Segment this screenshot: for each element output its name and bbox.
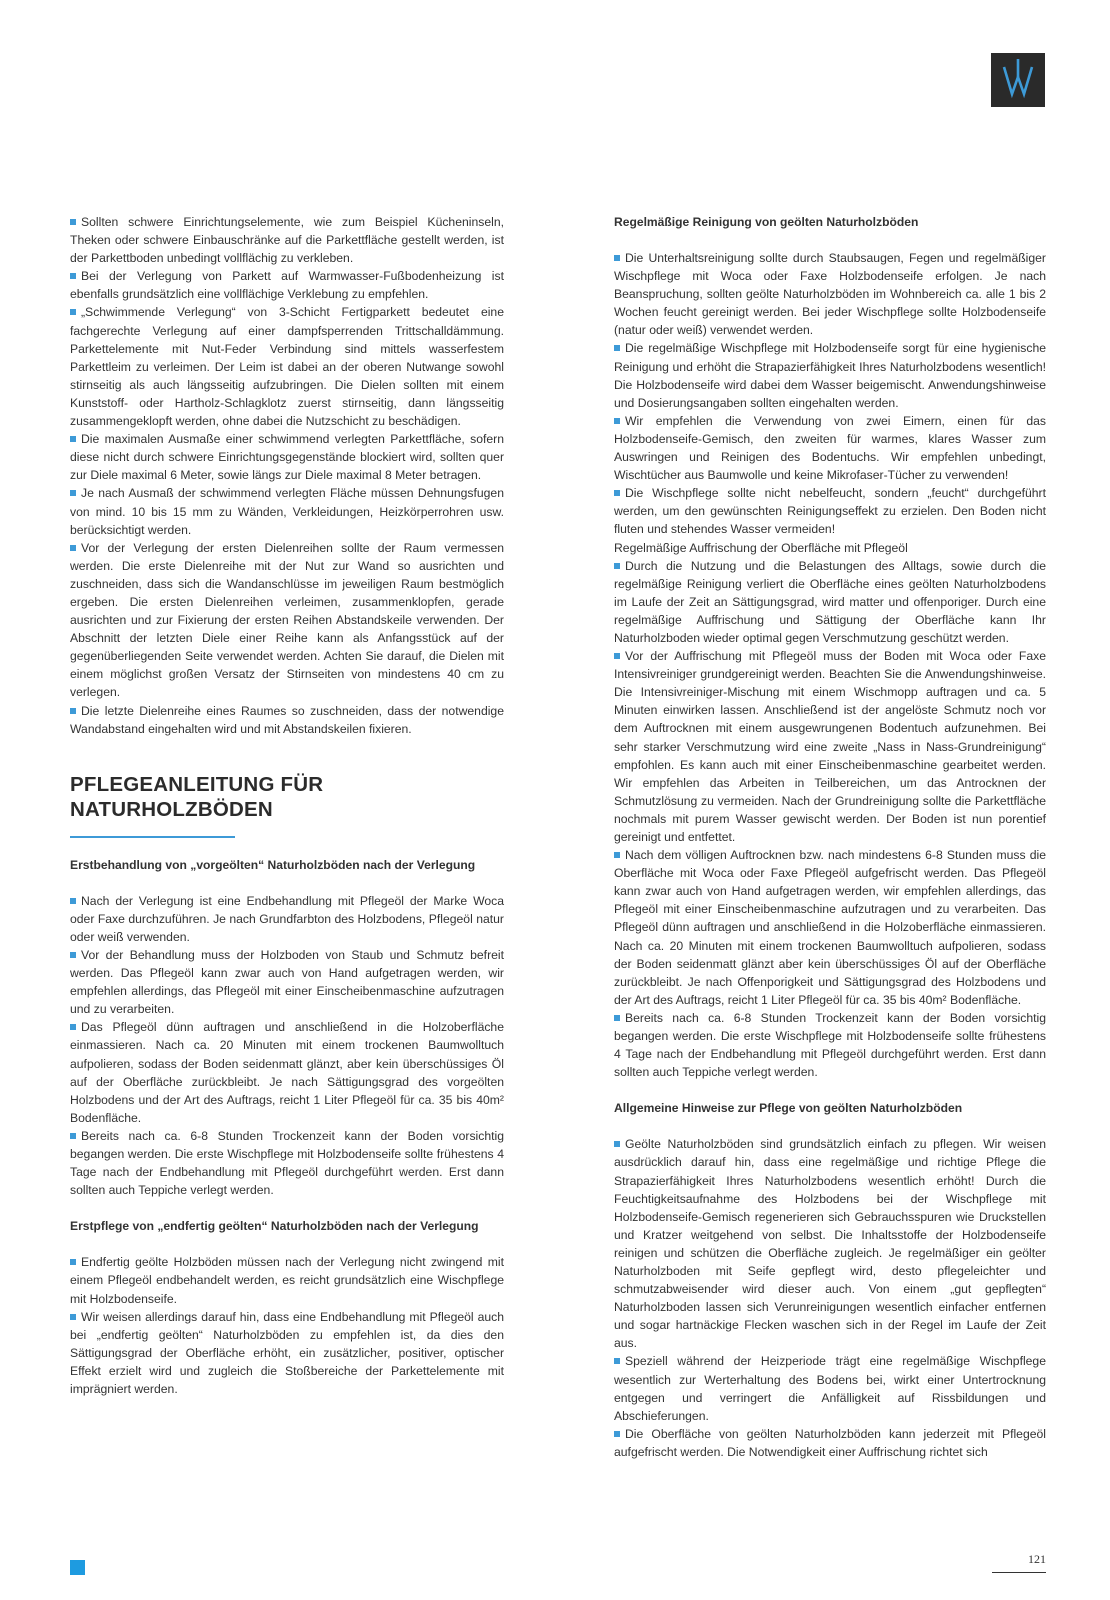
list-item: Die maximalen Ausmaße einer schwimmend verlegten Parkettfläche, sofern diese nicht durch schwere Einrichtungsgegenstände blockiert wird, sollten quer zur Diele maximal 6 Meter, sowie längs zur Diele maximal 8 Meter betragen. bbox=[70, 432, 504, 483]
bullet-icon bbox=[614, 852, 620, 858]
bullet-icon bbox=[614, 1141, 620, 1147]
list-item: Vor der Verlegung der ersten Dielenreihen sollte der Raum vermessen werden. Die erste Dielenreihe mit der Nut zur Wand so ausrichten und zuschneiden, dass sich die Wandanschlüsse im jeweiligen Raum bestmöglich ergeben. Die ersten Dielenreihen verleimen, zusammenklopfen, gerade ausrichten und zur Fixierung der ersten Reihen Abstandskeile verwenden. Der Abschnitt der letzten Diele einer Reihe kann als Anfangsstück auf der gegenüberliegenden Seite verwendet werden. Achten Sie darauf, die Dielen mit einem möglichst großen Versatz der Stirnseiten von mindestens 40 cm zu verlegen. bbox=[70, 540, 504, 700]
list-item: Vor der Behandlung muss der Holzboden von Staub und Schmutz befreit werden. Das Pflegeöl kann zwar auch von Hand aufgetragen werden, wir empfehlen allerdings, das Pflegeöl mit einer Einscheibenmaschine aufzutragen und zu verarbeiten. bbox=[70, 948, 504, 1017]
list-item: Wir weisen allerdings darauf hin, dass eine Endbehandlung mit Pflegeöl auch bei „endfertig geölten“ Naturholzböden zu empfehlen ist, da dies den Sättigungsgrad der Oberfläche erhöht, ein zusätzlicher, positiver, optischer Effekt erzielt wird und zugleich die Stoßbereiche der Parkettelemente mit imprägniert werden. bbox=[70, 1309, 504, 1396]
bullet-icon bbox=[614, 563, 620, 569]
list-item: Die Unterhaltsreinigung sollte durch Staubsaugen, Fegen und regelmäßiger Wischpflege mit Woca oder Faxe Holzbodenseife erfolgen. Je nach Beanspruchung, sollten geölte Naturholzböden im Wohnbereich ca. alle 1 bis 2 Wochen feucht gereinigt werden. Bei jeder Wischpflege sollte Holzbodenseife (natur oder weiß) verwendet werden. bbox=[614, 251, 1046, 338]
list-item: Durch die Nutzung und die Belastungen des Alltags, sowie durch die regelmäßige Reinigung verliert die Oberfläche eines geölten Naturholzbodens im Laufe der Zeit an Sättigungsgrad, wird matter und offenporiger. Durch eine regelmäßige Auffrischung und Sättigung der Oberfläche kann Ihr Naturholzboden wieder optimal gegen Verschmutzung geschützt werden. bbox=[614, 558, 1046, 645]
list-item: Vor der Auffrischung mit Pflegeöl muss der Boden mit Woca oder Faxe Intensivreiniger grundgereinigt werden. Beachten Sie die Anwendungshinweise. Die Intensivreiniger-Mischung mit einem Wischmopp auftragen und ca. 5 Minuten einwirken lassen. Anschließend ist der angelöste Schmutz noch vor dem Auftrocknen mit einem ausgewrungenen Bodentuch aufzunehmen. Bei sehr starker Verschmutzung wird eine zweite „Nass in Nass-Grundreinigung“ empfohlen. Es kann auch mit einer Einscheibenmaschine gearbeitet werden. Wir empfehlen das Arbeiten in Teilbereichen, um das Antrocknen der Schmutzlösung zu vermeiden. Nach der Grundreinigung sollte die Parkettfläche nochmals mit purem Wasser gewischt werden. Der Boden ist nun porentief gereinigt und entfettet. bbox=[614, 649, 1046, 844]
page-number: 121 bbox=[1028, 1552, 1046, 1566]
title-underline bbox=[70, 836, 235, 838]
inline-heading: Regelmäßige Auffrischung der Oberfläche mit Pflegeöl bbox=[614, 540, 908, 555]
subheading: Erstpflege von „endfertig geölten“ Naturholzböden nach der Verlegung bbox=[70, 1219, 479, 1234]
list-item: Geölte Naturholzböden sind grundsätzlich einfach zu pflegen. Wir weisen ausdrücklich darauf hin, dass eine regelmäßige und richtige Pflege die Strapazierfähigkeit Ihres Naturholzbodens wesentlich erhöht! Durch die Feuchtigkeitsaufnahme des Holzbodens bei der Wischpflege mit Holzbodenseife-Gemisch regenerieren sich Gebrauchsspuren wie Druckstellen und Kratzer weitgehend von selbst. Die Inhaltsstoffe der Holzbodenseife reinigen und schützen die Oberfläche zugleich. Je regelmäßiger ein geölter Naturholzboden mit Seife gepflegt wird, desto pflegeleichter und schmutzabweisender wird dieser auch. Von einem „gut gepflegten“ Naturholzboden lassen sich Verunreinigungen wesentlich einfacher entfernen und sogar hartnäckige Flecken waschen sich in der Regel im Laufe der Zeit aus. bbox=[614, 1137, 1046, 1351]
bullet-icon bbox=[614, 255, 620, 261]
bullet-icon bbox=[70, 436, 76, 442]
bullet-icon bbox=[70, 952, 76, 958]
list-item: Das Pflegeöl dünn auftragen und anschließend in die Holzoberfläche einmassieren. Nach ca. 20 Minuten mit einem trockenen Baumwolltuch aufpolieren, sodass der Boden seidenmatt glänzt, aber kein überschüssiges Öl auf der Oberfläche zurückbleibt. Je nach Sättigungsgrad des vorgeölten Holzbodens und der Art des Auftrags, reicht 1 Liter Pflegeöl für ca. 35 bis 40m² Bodenfläche. bbox=[70, 1020, 504, 1125]
bullet-icon bbox=[70, 1024, 76, 1030]
bullet-icon bbox=[70, 1259, 76, 1265]
bullet-icon bbox=[614, 1015, 620, 1021]
list-item: Sollten schwere Einrichtungselemente, wie zum Beispiel Kücheninseln, Theken oder schwere Einbauschränke auf die Parkettfläche gestellt werden, ist der Parkettboden unbedingt vollflächig zu verkleben. bbox=[70, 215, 504, 266]
list-item: „Schwimmende Verlegung“ von 3-Schicht Fertigparkett bedeutet eine fachgerechte Verlegung auf einer dampfsperrenden Trittschalldämmung. Parkettelemente mit Nut-Feder Verbindung sind mittels wasserfestem Parkettleim zu verleimen. Der Leim ist dabei an der oberen Nutwange sowohl stirnseitig als auch längsseitig aufzubringen. Die Dielen sollten mit einem Kunststoff- oder Hartholz-Schlagklotz zuerst stirnseitig, dann längsseitig zusammengeklopft werden, ohne dabei die Nutzschicht zu beschädigen. bbox=[70, 305, 504, 429]
bullet-icon bbox=[70, 1314, 76, 1320]
corner-marker bbox=[70, 1560, 85, 1575]
left-column bbox=[70, 213, 504, 1398]
bullet-icon bbox=[614, 653, 620, 659]
brand-logo bbox=[991, 53, 1045, 107]
list-item: Speziell während der Heizperiode trägt eine regelmäßige Wischpflege wesentlich zur Werterhaltung des Bodens bei, wirkt einer Untertrocknung entgegen und verringert die Anfälligkeit auf Rissbildungen und Abschieferungen. bbox=[614, 1354, 1046, 1423]
list-item: Die letzte Dielenreihe eines Raumes so zuschneiden, dass der notwendige Wandabstand eingehalten wird und mit Abstandskeilen fixieren. bbox=[70, 703, 504, 736]
bullet-icon bbox=[614, 490, 620, 496]
bullet-icon bbox=[70, 898, 76, 904]
subheading: Regelmäßige Reinigung von geölten Naturholzböden bbox=[614, 215, 919, 229]
bullet-icon bbox=[614, 418, 620, 424]
list-item: Je nach Ausmaß der schwimmend verlegten Fläche müssen Dehnungsfugen von mind. 10 bis 15 mm zu Wänden, Verkleidungen, Heizkörperrohren usw. berücksichtigt werden. bbox=[70, 486, 504, 537]
list-item: Nach dem völligen Auftrocknen bzw. nach mindestens 6-8 Stunden muss die Oberfläche mit Woca oder Faxe Pflegeöl aufgefrischt werden. Das Pflegeöl kann zwar auch von Hand aufgetragen werden, wir empfehlen allerdings, das Pflegeöl mit einer Einscheibenmaschine aufzutragen und zu verarbeiten. Das Pflegeöl dünn auftragen und anschließend in die Holzoberfläche einmassieren. Nach ca. 20 Minuten mit einem trockenen Baumwolltuch aufpolieren, sodass der Boden seidenmatt glänzt aber kein überschüssiges Öl auf der Oberfläche zurückbleibt. Je nach Offenporigkeit und Sättigungsgrad des Holzbodens und der Art des Auftrags, reicht 1 Liter Pflegeöl für ca. 35 bis 40m² Bodenfläche. bbox=[614, 848, 1046, 1007]
list-item: Die regelmäßige Wischpflege mit Holzbodenseife sorgt für eine hygienische Reinigung und erhöht die Strapazierfähigkeit Ihres Naturholzbodens wesentlich! Die Holzbodenseife wird dabei dem Wasser beigemischt. Anwendungshinweise und Dosierungsangaben sollten eingehalten werden. bbox=[614, 341, 1046, 410]
subheading: Erstbehandlung von „vorgeölten“ Naturholzböden nach der Verlegung bbox=[70, 857, 476, 872]
w-logo-icon bbox=[991, 53, 1045, 107]
bullet-icon bbox=[70, 219, 76, 225]
list-item: Nach der Verlegung ist eine Endbehandlung mit Pflegeöl der Marke Woca oder Faxe durchzuführen. Je nach Grundfarbton des Holzbodens, Pflegeöl natur oder weiß verwenden. bbox=[70, 893, 504, 944]
bullet-icon bbox=[70, 1133, 76, 1139]
bullet-icon bbox=[70, 273, 76, 279]
list-item: Bei der Verlegung von Parkett auf Warmwasser-Fußbodenheizung ist ebenfalls grundsätzlich eine vollflächige Verklebung zu empfehlen. bbox=[70, 269, 504, 302]
list-item: Wir empfehlen die Verwendung von zwei Eimern, einen für das Holzbodenseife-Gemisch, den zweiten für warmes, klares Wasser zum Auswringen und Reinigen des Bodentuchs. Wir empfehlen unbedingt, Wischtücher aus Baumwolle und keine Mikrofaser-Tücher zu verwenden! bbox=[614, 413, 1046, 483]
subheading: Allgemeine Hinweise zur Pflege von geölten Naturholzböden bbox=[614, 1101, 963, 1116]
list-item: Bereits nach ca. 6-8 Stunden Trockenzeit kann der Boden vorsichtig begangen werden. Die erste Wischpflege mit Holzbodenseife sollte frühestens 4 Tage nach der Endbehandlung mit Pflegeöl durchgeführt werden. Erst dann sollten auch Teppiche verlegt werden. bbox=[70, 1128, 504, 1198]
bullet-icon bbox=[70, 708, 76, 714]
list-item: Die Wischpflege sollte nicht nebelfeucht, sondern „feucht“ durchgeführt werden, um den gewünschten Reinigungseffekt zu erzielen. Den Boden nicht fluten und stehendes Wasser vermeiden! bbox=[614, 486, 1046, 537]
bullet-icon bbox=[614, 1358, 620, 1364]
page-number-rule bbox=[992, 1572, 1046, 1573]
bullet-icon bbox=[70, 490, 76, 496]
section-title: PFLEGEANLEITUNG FÜR NATURHOLZBÖDEN bbox=[70, 772, 324, 821]
list-item: Die Oberfläche von geölten Naturholzböden kann jederzeit mit Pflegeöl aufgefrischt werden. Die Notwendigkeit einer Auffrischung richtet sich bbox=[614, 1426, 1046, 1459]
list-item: Endfertig geölte Holzböden müssen nach der Verlegung nicht zwingend mit einem Pflegeöl endbehandelt werden, es reicht grundsätzlich eine Wischpflege mit Holzbodenseife. bbox=[70, 1255, 504, 1306]
list-item: Bereits nach ca. 6-8 Stunden Trockenzeit kann der Boden vorsichtig begangen werden. Die erste Wischpflege mit Holzbodenseife sollte frühestens 4 Tage nach der Endbehandlung mit Pflegeöl durchgeführt werden. Erst dann sollten auch Teppiche verlegt werden. bbox=[614, 1010, 1046, 1080]
bullet-icon bbox=[70, 545, 76, 551]
bullet-icon bbox=[614, 345, 620, 351]
bullet-icon bbox=[70, 309, 76, 315]
right-column bbox=[614, 213, 1046, 1461]
bullet-icon bbox=[614, 1431, 620, 1437]
